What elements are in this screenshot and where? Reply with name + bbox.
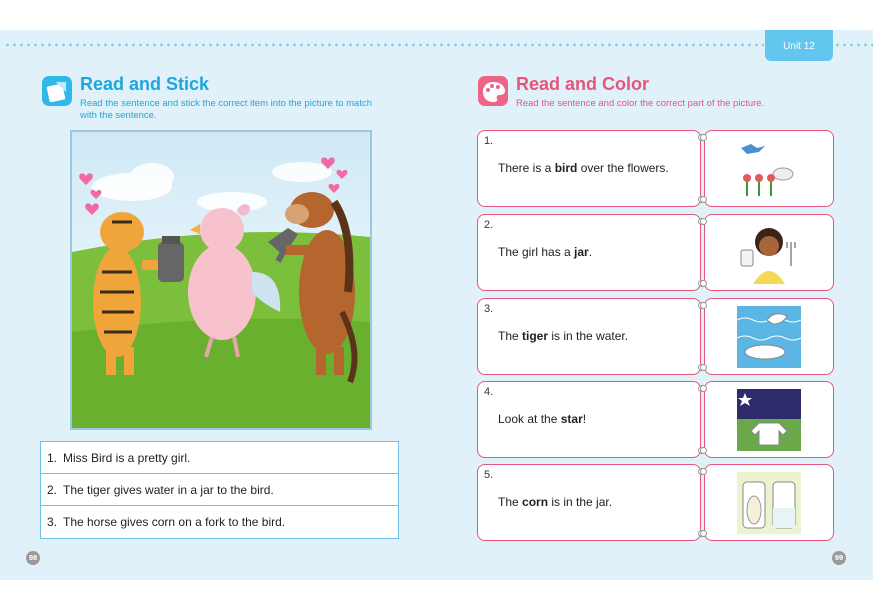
coloring-picture-3[interactable] xyxy=(704,298,834,375)
exercise-card-2 xyxy=(477,214,701,291)
exercise-card-4 xyxy=(477,381,701,458)
bird-flowers-picture xyxy=(737,138,801,200)
tiger-water-picture xyxy=(737,306,801,368)
palette-icon xyxy=(478,76,508,106)
story-illustration xyxy=(70,130,372,430)
read-and-color-title: Read and Color xyxy=(516,74,650,94)
dotted-divider-right xyxy=(834,43,873,47)
sentence-row xyxy=(41,442,398,474)
exercise-card-5 xyxy=(477,464,701,541)
exercise-card-3 xyxy=(477,298,701,375)
coloring-picture-5[interactable] xyxy=(704,464,834,541)
item-number: 1. xyxy=(484,135,494,147)
unit-tab: Unit 12 xyxy=(765,30,833,61)
read-and-color-instruction: Read the sentence and color the correct part of the picture. xyxy=(516,98,765,109)
item-number: 3. xyxy=(484,303,494,315)
item-sentence: Look at the star! xyxy=(498,412,587,426)
girl-jar-picture xyxy=(737,222,801,284)
coloring-picture-2[interactable] xyxy=(704,214,834,291)
corn-jar-picture xyxy=(737,472,801,534)
sentence-text: Miss Bird is a pretty girl. xyxy=(63,450,191,465)
page-number-right: 99 xyxy=(832,551,846,565)
coloring-picture-4[interactable] xyxy=(704,381,834,458)
item-number: 5. xyxy=(484,469,494,481)
sticker-icon xyxy=(42,76,72,106)
item-number: 4. xyxy=(484,386,494,398)
item-sentence: There is a bird over the flowers. xyxy=(498,161,669,175)
exercise-card-1 xyxy=(477,130,701,207)
page-number-left: 98 xyxy=(26,551,40,565)
item-sentence: The tiger is in the water. xyxy=(498,329,629,343)
item-number: 2. xyxy=(484,219,494,231)
sentence-text: The tiger gives water in a jar to the bird. xyxy=(63,482,274,497)
sentence-number: 2. xyxy=(47,482,58,497)
dotted-divider xyxy=(4,43,764,47)
sentence-number: 3. xyxy=(47,515,58,529)
sentence-number: 1. xyxy=(47,450,58,465)
item-sentence: The girl has a jar. xyxy=(498,245,593,259)
coloring-picture-1[interactable] xyxy=(704,130,834,207)
read-and-stick-instruction: Read the sentence and stick the correct item into the picture to match with the sentence. xyxy=(80,98,373,121)
sentence-row xyxy=(41,474,398,506)
star-night-picture xyxy=(737,389,801,451)
sentence-text: The horse gives corn on a fork to the bird. xyxy=(63,515,286,529)
item-sentence: The corn is in the jar. xyxy=(498,495,613,509)
sentence-row xyxy=(41,506,398,538)
read-and-stick-title: Read and Stick xyxy=(80,74,210,94)
sentence-list xyxy=(40,441,399,539)
